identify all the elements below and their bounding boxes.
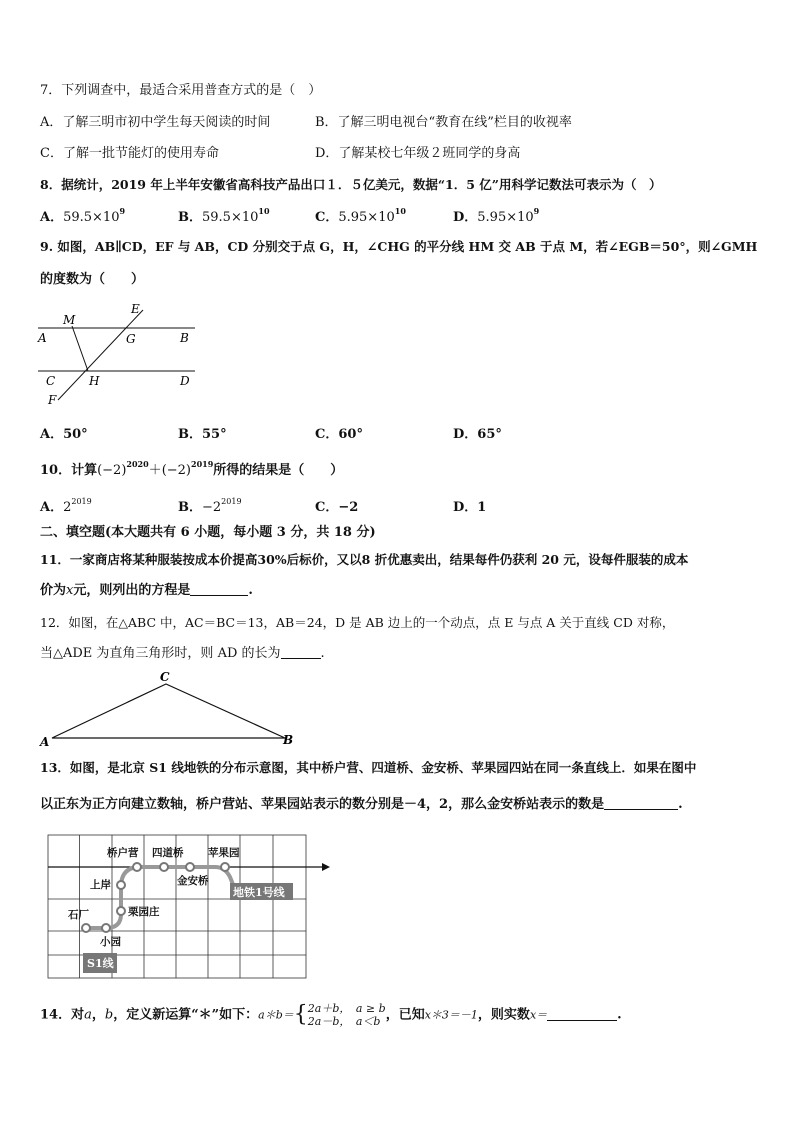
- q11-line2: 价为x元，则列出的方程是 .: [40, 583, 253, 598]
- label-f: F: [48, 393, 57, 407]
- q9-option-d: D．65°: [453, 427, 502, 442]
- label-qiaohuying: 桥户营: [107, 847, 139, 859]
- vertex-a: A: [40, 735, 50, 749]
- station-qiaohuying: [133, 863, 141, 871]
- q9-option-b: B．55°: [178, 427, 227, 442]
- q9-stem-line2: 的度数为（ ）: [40, 272, 145, 287]
- q14-case-2: 2a－b， a＜b: [307, 1015, 381, 1028]
- q13-answer-blank: [604, 797, 678, 810]
- q9-stem-line1: 9. 如图，AB∥CD，EF 与 AB，CD 分别交于点 G，H，∠CHG 的平分线 HM 交 AB 于点 M，若∠EGB＝50°，则∠GMH: [40, 239, 758, 254]
- q8-stem: 8．据统计，2019 年上半年安徽省高科技产品出口１．５亿美元，数据“1．5 亿”用科学记数法可表示为（ ）: [40, 177, 662, 192]
- q10-option-d: D．1: [453, 500, 487, 515]
- q12-answer-blank: [281, 646, 321, 659]
- q10-option-c: C．−2: [315, 500, 359, 515]
- label-b: B: [180, 331, 189, 345]
- station-xiaoyuan: [102, 924, 110, 932]
- label-h: H: [89, 374, 100, 388]
- q10-option-b: B．$-2^{2019}$: [178, 497, 242, 515]
- line-hm: [72, 326, 88, 371]
- q9-figure: [30, 300, 205, 410]
- station-liyuanzhuang: [117, 907, 125, 915]
- label-shangan: 上岸: [90, 879, 111, 891]
- q12-triangle-figure: [36, 672, 296, 750]
- q8-option-d: D．$5.95\times 10^9$: [453, 206, 540, 225]
- station-shichang: [82, 924, 90, 932]
- axis-arrow: [322, 863, 330, 871]
- label-pingguoyuan: 苹果园: [208, 847, 240, 859]
- q8-option-c: C．$5.95\times 10^{10}$: [315, 206, 406, 225]
- label-a: A: [38, 331, 47, 345]
- label-liyuanzhuang: 栗园庄: [128, 906, 160, 918]
- section-heading: 二、填空题(本大题共有 6 小题，每小题 3 分，共 18 分): [40, 525, 376, 540]
- q7-option-b: B．了解三明电视台“教育在线”栏目的收视率: [315, 115, 572, 130]
- label-jinanqiao: 金安桥: [177, 875, 209, 887]
- q10-stem: 10．计算$(-2)^{2020}+(-2)^{2019}$所得的结果是（ ）: [40, 459, 344, 478]
- q11-answer-blank: [190, 583, 248, 596]
- q7-option-a: A．了解三明市初中学生每天阅读的时间: [40, 115, 271, 130]
- q7-stem: 7．下列调查中，最适合采用普查方式的是（ ）: [40, 83, 322, 98]
- q14-answer-blank: [547, 1008, 617, 1021]
- label-sidaoqiao: 四道桥: [152, 847, 184, 859]
- station-sidaoqiao: [160, 863, 168, 871]
- q7-option-d: D．了解某校七年级２班同学的身高: [315, 146, 521, 161]
- line1-badge-text: 地铁1号线: [233, 886, 285, 899]
- label-g: G: [126, 332, 136, 346]
- q12-line1: 12．如图，在△ABC 中，AC＝BC＝13，AB＝24，D 是 AB 边上的一个动点，点 E 与点 A 关于直线 CD 对称，: [40, 615, 675, 630]
- label-d: D: [180, 374, 190, 388]
- station-jinanqiao: [186, 863, 194, 871]
- q11-line1: 11．一家商店将某种服装按成本价提高30%后标价，又以8 折优惠卖出，结果每件仍获利 20 元，设每件服装的成本: [40, 552, 689, 567]
- q13-subway-map: [40, 832, 330, 982]
- label-xiaoyuan: 小园: [100, 936, 121, 948]
- s1-badge-text: S1线: [87, 957, 114, 970]
- vertex-b: B: [283, 733, 294, 747]
- s1-route: [86, 867, 236, 928]
- vertex-c: C: [160, 670, 170, 684]
- q14-stem: 14．对a，b，定义新运算“＊”如下：a＊b＝{ 2a＋b， a ≥ b 2a－b， a＜b ，已知x＊3＝－1，则实数x＝ .: [40, 1002, 622, 1028]
- station-shangan: [117, 881, 125, 889]
- label-c: C: [46, 374, 56, 388]
- label-shichang: 石厂: [68, 909, 89, 921]
- q8-option-a: A．$59.5\times 10^9$: [40, 206, 126, 225]
- q9-option-a: A．50°: [40, 427, 88, 442]
- label-m: M: [63, 313, 76, 327]
- q8-option-b: B．$59.5\times 10^{10}$: [178, 206, 270, 225]
- label-e: E: [131, 302, 140, 316]
- q14-case-1: 2a＋b， a ≥ b: [307, 1002, 386, 1015]
- q12-line2: 当△ADE 为直角三角形时，则 AD 的长为 .: [40, 646, 325, 661]
- q9-option-c: C．60°: [315, 427, 363, 442]
- q13-line2: 以正东为正方向建立数轴，桥户营站、苹果园站表示的数分别是－4，2，那么金安桥站表示的数是 .: [40, 797, 683, 812]
- q10-option-a: A．$2^{2019}$: [40, 497, 92, 515]
- q13-line1: 13．如图，是北京 S1 线地铁的分布示意图，其中桥户营、四道桥、金安桥、苹果园四站在同一条直线上．如果在图中: [40, 760, 697, 775]
- station-pingguoyuan: [221, 863, 229, 871]
- q7-option-c: C．了解一批节能灯的使用寿命: [40, 146, 219, 161]
